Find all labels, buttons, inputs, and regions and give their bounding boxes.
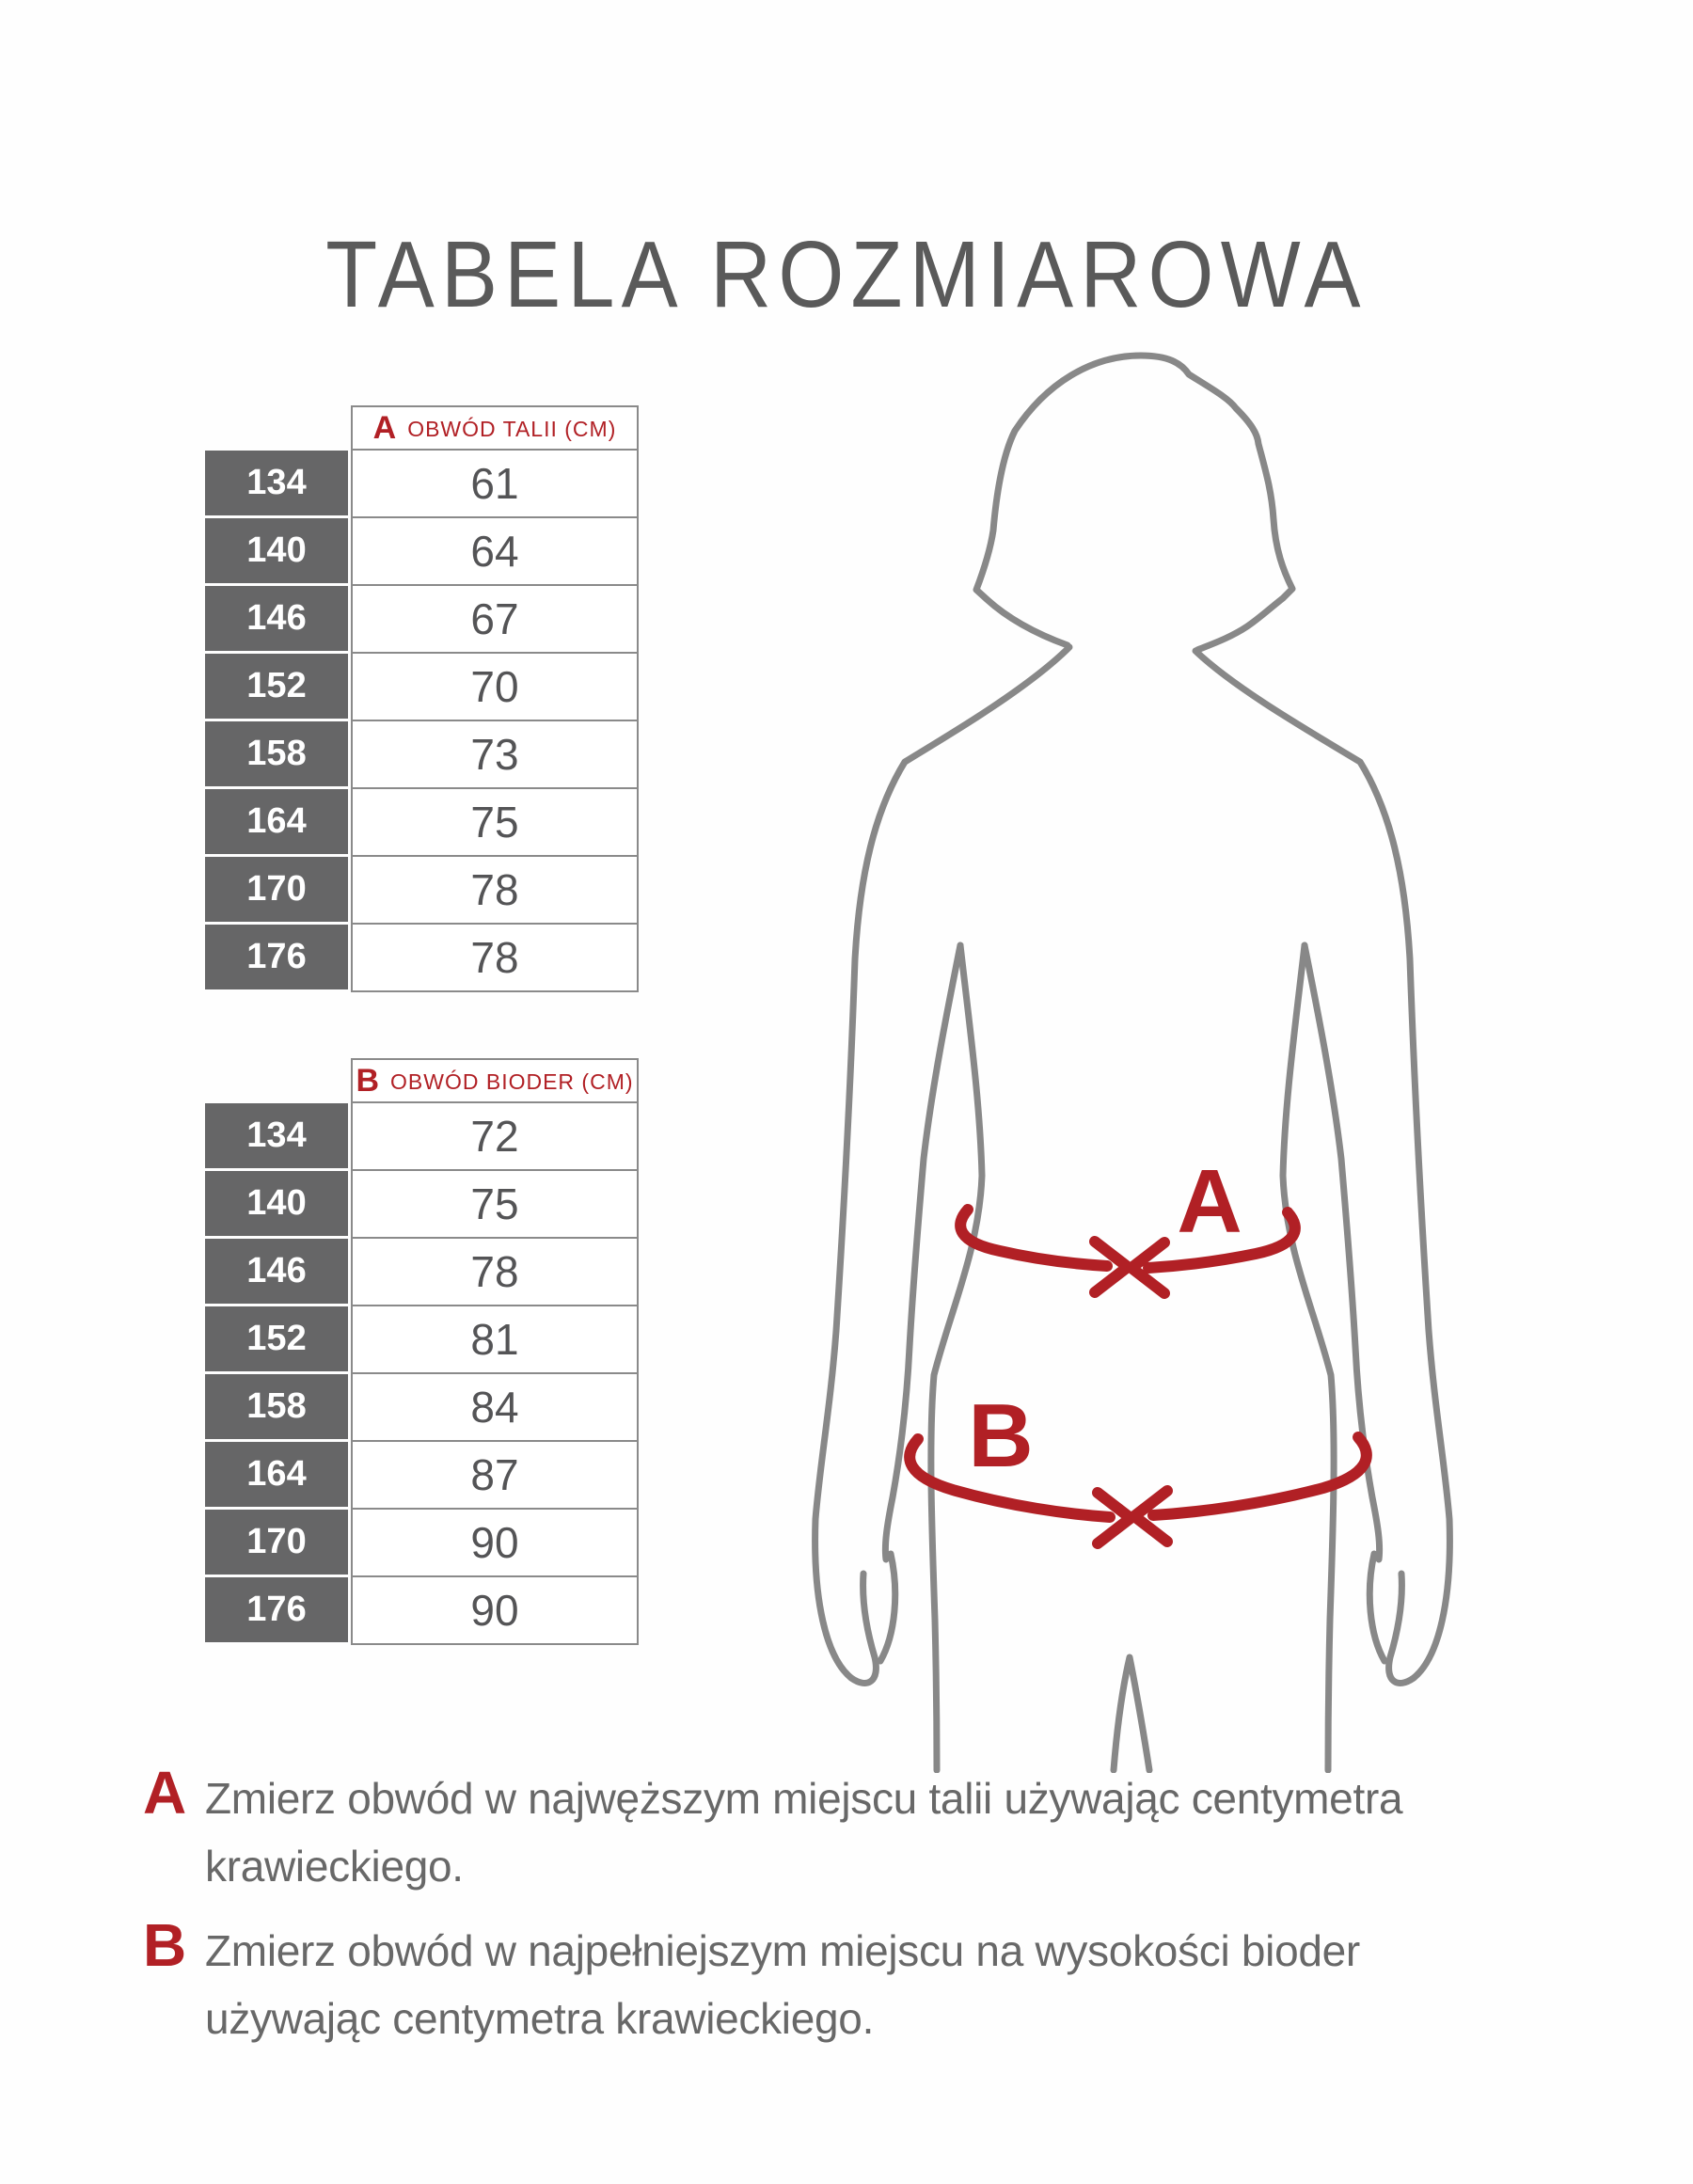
table-row — [205, 586, 647, 654]
right-thumb-line — [1369, 1554, 1384, 1661]
table-row — [205, 1306, 647, 1374]
size-cell: 134 — [205, 451, 348, 515]
table-row — [205, 721, 647, 789]
hip-marker-letter: B — [968, 1385, 1034, 1486]
page-title: TABELA ROZMIAROWA — [325, 222, 1368, 327]
hip-table-body — [205, 1103, 647, 1645]
waist-size-table — [205, 405, 647, 992]
value-cell: 72 — [351, 1103, 639, 1171]
size-cell: 140 — [205, 518, 348, 583]
value-cell: 78 — [351, 857, 639, 925]
legend-item-hips — [143, 1911, 1503, 2052]
size-cell: 158 — [205, 721, 348, 786]
hip-table-header — [351, 1058, 639, 1103]
value-cell: 78 — [351, 925, 639, 992]
value-cell: 90 — [351, 1577, 639, 1645]
body-silhouette-illustration — [799, 348, 1477, 1773]
table-row — [205, 1374, 647, 1442]
left-thumb-line — [880, 1554, 895, 1661]
value-cell: 64 — [351, 518, 639, 586]
value-cell: 70 — [351, 654, 639, 721]
table-row — [205, 789, 647, 857]
size-cell: 164 — [205, 789, 348, 854]
legend-letter-b: B — [143, 1911, 187, 1979]
body-outline — [815, 356, 1450, 1770]
value-cell: 87 — [351, 1442, 639, 1510]
size-cell: 170 — [205, 1510, 348, 1575]
table-row — [205, 1442, 647, 1510]
left-arm-inner-line — [885, 945, 960, 1559]
waist-table-header — [351, 405, 639, 451]
size-cell: 164 — [205, 1442, 348, 1507]
size-cell: 170 — [205, 857, 348, 922]
value-cell: 73 — [351, 721, 639, 789]
legend-text-hips: Zmierz obwód w najpełniejszym miejscu na wysokości bioder używając centymetra krawieckiego. — [205, 1926, 1360, 2043]
size-cell: 146 — [205, 1239, 348, 1304]
value-cell: 67 — [351, 586, 639, 654]
size-cell: 134 — [205, 1103, 348, 1168]
value-cell: 75 — [351, 1171, 639, 1239]
body-measurement-diagram — [799, 348, 1477, 1773]
hip-size-table — [205, 1058, 647, 1645]
value-cell: 61 — [351, 451, 639, 518]
value-cell: 90 — [351, 1510, 639, 1577]
waist-marker-letter: A — [1177, 1151, 1242, 1252]
inner-legs-outline — [1114, 1657, 1149, 1770]
size-cell: 152 — [205, 1306, 348, 1371]
table-row — [205, 451, 647, 518]
size-cell: 146 — [205, 586, 348, 651]
size-cell: 176 — [205, 925, 348, 989]
waist-header-letter: A — [372, 410, 397, 446]
legend-item-waist — [143, 1759, 1503, 1900]
waist-header-label: OBWÓD TALII (CM) — [407, 417, 617, 441]
legend-text-waist: Zmierz obwód w najwęższym miejscu talii używając centymetra krawieckiego. — [205, 1774, 1403, 1891]
table-row — [205, 857, 647, 925]
size-cell: 152 — [205, 654, 348, 719]
size-cell: 158 — [205, 1374, 348, 1439]
value-cell: 75 — [351, 789, 639, 857]
size-cell: 140 — [205, 1171, 348, 1236]
value-cell: 78 — [351, 1239, 639, 1306]
legend-letter-a: A — [143, 1759, 187, 1827]
waist-measure-arrow — [960, 1210, 1295, 1293]
table-row — [205, 1577, 647, 1645]
table-row — [205, 1239, 647, 1306]
table-row — [205, 1171, 647, 1239]
table-row — [205, 518, 647, 586]
table-row — [205, 1510, 647, 1577]
table-row — [205, 654, 647, 721]
value-cell: 81 — [351, 1306, 639, 1374]
hip-header-label: OBWÓD BIODER (CM) — [390, 1069, 634, 1094]
head-hair-outline — [976, 356, 1292, 650]
waist-table-body — [205, 451, 647, 992]
left-arm-outline — [815, 647, 1069, 1683]
value-cell: 84 — [351, 1374, 639, 1442]
table-row — [205, 925, 647, 992]
hip-header-letter: B — [356, 1063, 380, 1099]
size-cell: 176 — [205, 1577, 348, 1642]
table-row — [205, 1103, 647, 1171]
